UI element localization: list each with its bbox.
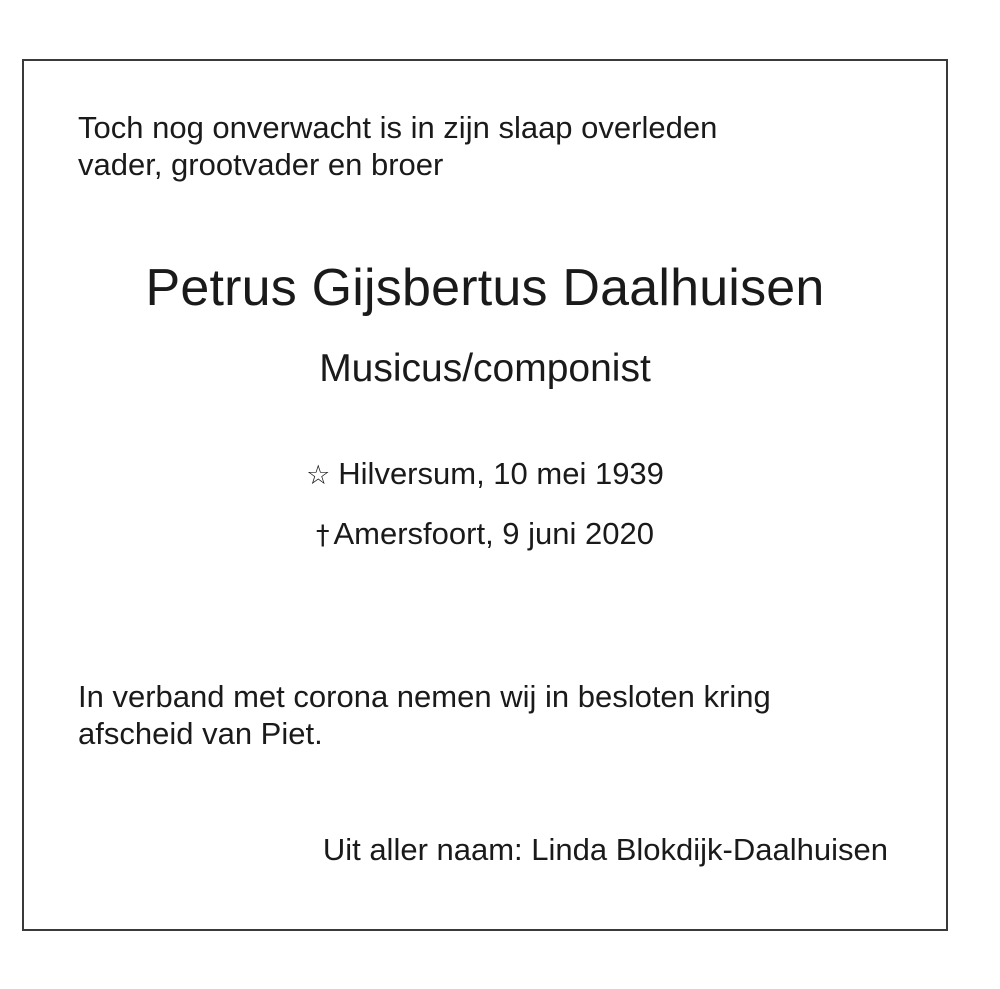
birth-line — [24, 455, 946, 495]
intro-text — [78, 109, 717, 183]
birth-details: Hilversum, 10 mei 1939 — [338, 456, 664, 491]
star-icon: ☆ — [306, 460, 331, 491]
deceased-name: Petrus Gijsbertus Daalhuisen — [145, 259, 825, 317]
profession: Musicus/componist — [319, 347, 651, 390]
intro-line: vader, grootvader en broer — [78, 147, 444, 182]
intro-line: Toch nog onverwacht is in zijn slaap overleden — [78, 110, 718, 145]
death-notice — [22, 59, 948, 931]
signature: Uit aller naam: Linda Blokdijk-Daalhuisen — [322, 832, 888, 867]
closing-text — [78, 678, 771, 752]
death-details: Amersfoort, 9 juni 2020 — [333, 516, 654, 551]
closing-line: afscheid van Piet. — [78, 716, 323, 751]
closing-line: In verband met corona nemen wij in besloten kring — [78, 679, 771, 714]
cross-icon: † — [315, 520, 330, 551]
death-line — [24, 515, 946, 555]
